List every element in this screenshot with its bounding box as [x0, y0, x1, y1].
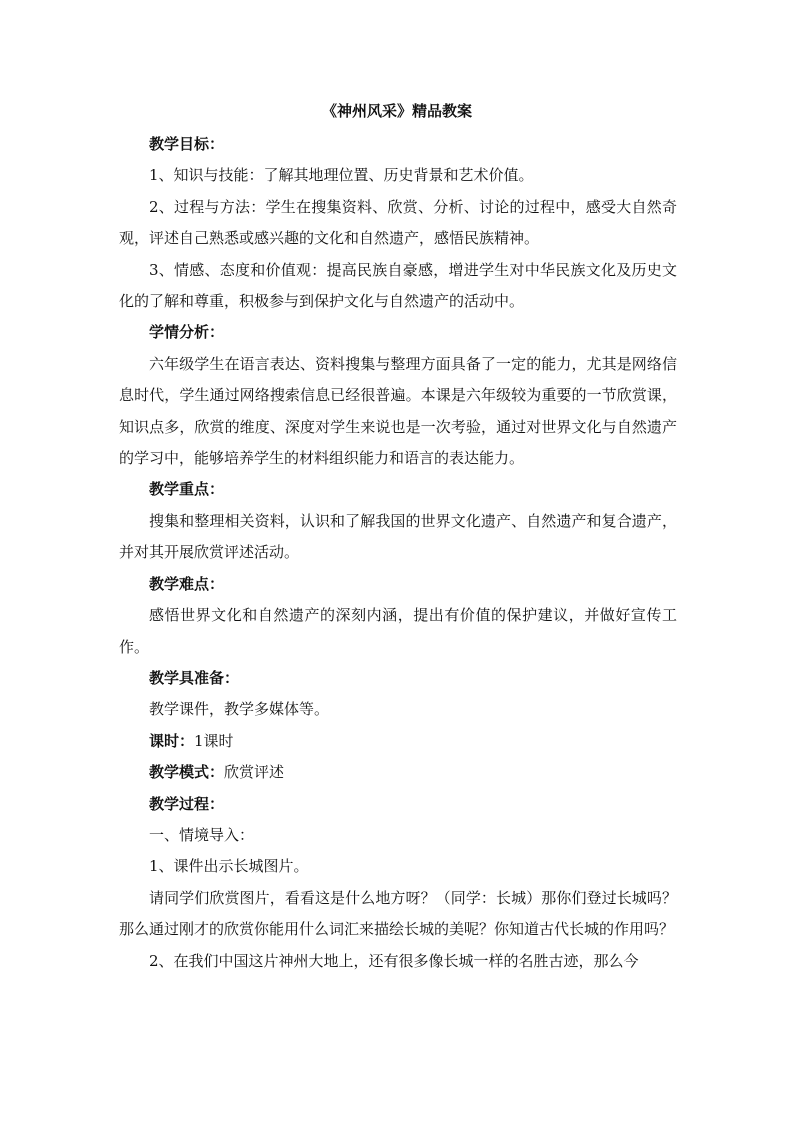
mode-label: 教学模式：: [149, 763, 225, 782]
key-points-heading: 教学重点：: [149, 480, 225, 499]
step-1-text: 请同学们欣赏图片，看看这是什么地方呀？（同学：长城）那你们登过长城吗？那么通过刚才的欣赏你能用什么词汇来描绘长城的美呢？你知道古代长城的作用吗？: [119, 888, 677, 939]
hours-line: [119, 726, 677, 757]
document-body: [119, 129, 677, 977]
objective-1: 1、知识与技能：了解其地理位置、历史背景和艺术价值。: [149, 166, 534, 185]
process-heading: 教学过程：: [149, 794, 225, 813]
document-title: 《神州风采》精品教案: [321, 102, 472, 120]
step-1-title: 一、情境导入：: [149, 825, 255, 844]
tools-text: 教学课件，教学多媒体等。: [149, 700, 330, 719]
step-1-item-1: 1、课件出示长城图片。: [149, 857, 309, 876]
objective-3: 3、情感、态度和价值观：提高民族自豪感，增进学生对中华民族文化及历史文化的了解和尊重，积极参与到保护文化与自然遗产的活动中。: [119, 260, 677, 311]
objective-2: 2、过程与方法：学生在搜集资料、欣赏、分析、讨论的过程中，感受大自然奇观，评述自己熟悉或感兴趣的文化和自然遗产，感悟民族精神。: [119, 197, 677, 248]
key-points-text: 搜集和整理相关资料，认识和了解我国的世界文化遗产、自然遗产和复合遗产，并对其开展欣赏评述活动。: [119, 511, 677, 562]
difficulty-text: 感悟世界文化和自然遗产的深刻内涵，提出有价值的保护建议，并做好宣传工作。: [119, 606, 677, 656]
step-1-item-2: 2、在我们中国这片神州大地上，还有很多像长城一样的名胜古迹，那么今: [149, 951, 639, 970]
mode-value: 欣赏评述: [224, 763, 285, 782]
analysis-text: 六年级学生在语言表达、资料搜集与整理方面具备了一定的能力，尤其是网络信息时代，学生通过网络搜索信息已经很普遍。本课是六年级较为重要的一节欣赏课，知识点多，欣赏的维度、深度对学生来说也是一次考验，通过对世界文化与自然遗产的学习中，能够培养学生的材料组织能力和语言的表达能力。: [119, 354, 677, 468]
tools-heading: 教学具准备：: [149, 668, 240, 687]
difficulty-heading: 教学难点：: [149, 574, 225, 593]
hours-value: 1课时: [194, 731, 234, 750]
analysis-heading: 学情分析：: [149, 323, 225, 342]
hours-label: 课时：: [149, 731, 195, 750]
objectives-heading: 教学目标：: [149, 135, 225, 153]
mode-line: [119, 757, 677, 788]
